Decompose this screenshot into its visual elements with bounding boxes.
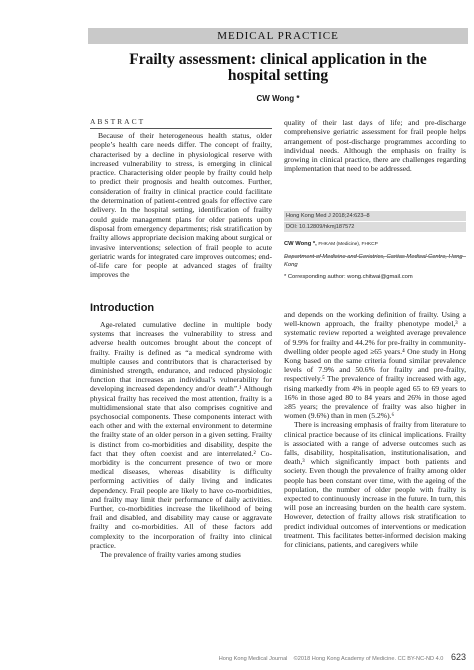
footer-journal: Hong Kong Medical Journal [218,656,288,662]
body-column-right [284,310,466,549]
introduction-heading: Introduction [90,302,155,314]
body-paragraph: The prevalence of frailty varies among studies [100,550,241,560]
body-paragraph: Age-related cumulative decline in multiple body systems that increases the vulnerability to stress and adverse health outcomes brought about the concept of frailty. Frailty is defined as “a medical syndrome with multiple causes and contributors that is characterised by diminished strength, endurance, and reduced physiologic function that increases an individual’s vulnerability for developing increased dependency and/or death”.¹ Although physical frailty has received the most attention, frailty is a multidimensional state that also comprises cognitive and psychosocial components. These components interact with each other and with the external environment to determine the frailty state of an older person in a given setting. Frailty is distinct from co-morbidities and disability, despite the fact that they often coexist and are interrelated.² Co-morbidity is the concurrent presence of two or more medical diseases, whereas disability is difficulty performing activities of daily living and indicates dependency. Frail people are likely to have co-morbidities, and frailty may limit their performance of daily activities. Further, co-morbidities increase the likelihood of being frail and disabled, and disability may cause or aggravate frailty and co-morbidities. All of these factors add complexity to the incorporation of frailty into clinical practice. [90,320,272,550]
section-banner-label: MEDICAL PRACTICE [217,30,339,42]
abstract-heading: ABSTRACT [90,117,146,126]
article-author: CW Wong * [256,94,300,103]
affiliation-divider [284,256,466,257]
body-column-left [90,320,272,559]
article-title-line-2: hospital setting [227,67,329,84]
abstract-divider [90,128,272,129]
affiliation-author-credentials: FHKAM (Medicine), FHKCP [318,242,378,247]
page-footer [90,652,466,662]
article-title-line-1: Frailty assessment: clinical application in the [129,51,427,68]
author-affiliation [284,240,466,285]
footer-copyright: ©2018 Hong Kong Academy of Medicine. CC BY-NC-ND 4.0 [293,656,444,662]
affiliation-department: Department of Medicine and Geriatrics, Caritas Medical Centre, Hong Kong [284,254,463,268]
body-paragraph: There is increasing emphasis of frailty from literature to clinical practice because of its clinical implications. Frailty is associated with a range of adverse outcomes such as falls, disability, hospitalisation, institutionalisation, and death,³ which significantly impact both patients and society. Even though the prevalence of frailty among older people has been constant over time, with the ageing of the population, the number of older people with frailty is expected to continuously increase in the future. In turn, this will pose an increasing burden on the health care system. However, detection of frailty allows risk stratification to predict individual outcomes of interventions or medication treatment. This facilitates better-informed decision making for clinicians, patients, and caregivers while [284,420,466,550]
abstract-text-right: quality of their last days of life; and pre-discharge comprehensive geriatric assessment for frail people helps arrangement of post-discharge programmes according to individual needs. Although the emphasis on frailty is growing in clinical practice, there are challenges regarding implementation that need to be addressed. [284,118,466,174]
affiliation-author-line [284,240,466,249]
citation-box [284,211,466,233]
affiliation-author-name: CW Wong *, [284,241,317,247]
body-paragraph: and depends on the working definition of frailty. Using a well-known approach, the frailty phenotype model,³ a systematic review reported a weighted average prevalence of 9.9% for frailty and 44.2% for pre-frailty in community-dwelling older people aged ≥65 years.⁴ One study in Hong Kong based on the same criteria found similar prevalence levels of 7.9% and 50.6% for frailty and pre-frailty, respectively.⁵ The prevalence of frailty increased with age, rising markedly from 4% in people aged 65 to 69 years to 16% in those aged 80 to 84 years and 26% in those aged ≥85 years; the prevalence of frailty was also higher in women (9.6%) than in men (5.2%).⁶ [284,310,466,421]
page-number: 623 [450,652,466,662]
corresponding-author[interactable]: * Corresponding author: wong.chitwai@gmail.com [284,274,413,280]
article-title [90,52,466,84]
abstract-text-left: Because of their heterogeneous health status, older people’s health care needs differ. The concept of frailty, characterised by a decline in physiological reserve with increased vulnerability to stress, is emerging in clinical practice. Characterising older people by frailty could help to predict their prognosis and health outcomes. Further, consideration of frailty in clinical practice could facilitate the determination of patient-centred goals for effective care delivery. In the hospital setting, identification of frailty could guide management plans for older patients upon disposal from emergency departments; risk stratification by frailty allows appropriate decision making about surgical or invasive interventions; selection of frail people to acute geriatric wards for integrated care improves outcomes; end-of-life care for people at advanced stages of frailty improves the [90,131,272,280]
citation-doi[interactable]: DOI: 10.12809/hkmj187572 [284,222,466,232]
citation-journal: Hong Kong Med J 2018;24:623–8 [284,211,466,221]
section-banner [88,28,468,44]
